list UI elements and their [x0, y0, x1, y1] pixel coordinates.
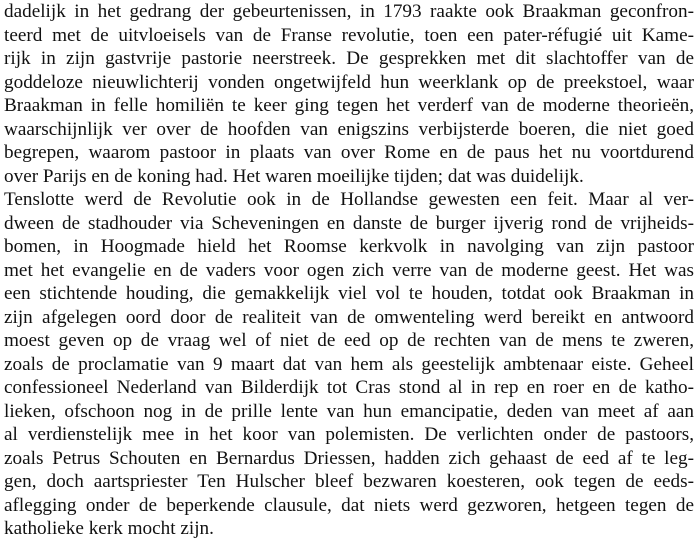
- text-line: dween de stadhouder via Scheveningen en danste de burger ijverig rond de vrijheids-: [4, 212, 694, 234]
- text-line: rijk in zijn gastvrije pastorie neerstreek. De gesprekken met dit slachtoffer van de: [4, 48, 694, 69]
- text-line: zijn afgelegen oord door de realiteit van de omwenteling werd bereikt en antwoord: [4, 306, 694, 328]
- text-line: zoals de proclamatie van 9 maart dat van hem als geestelijk ambtenaar eiste. Geheel: [4, 353, 694, 375]
- text-line: Tenslotte werd de Revolutie ook in de Hollandse gewesten een feit. Maar al ver-: [4, 189, 694, 210]
- text-line: moest geven op de vraag wel of niet de eed op de rechten van de mens te zweren,: [4, 330, 694, 351]
- text-line: Braakman in felle homiliën te keer ging tegen het verderf van de moderne theorieën,: [4, 95, 694, 116]
- text-line: goddeloze nieuwlichterij vonden ongetwijfeld hun weerklank op de preekstoel, waar: [4, 71, 694, 93]
- document-page: [4, 0, 694, 541]
- text-line: dadelijk in het gedrang der gebeurtenissen, in 1793 raakte ook Braakman geconfron-: [4, 1, 694, 22]
- text-line: met het evangelie en de vaders voor ogen zich verre van de moderne geest. Het was: [4, 259, 694, 281]
- text-line: bomen, in Hoogmade hield het Roomse kerkvolk in navolging van zijn pastoor: [4, 236, 694, 257]
- text-line: begrepen, waarom pastoor in plaats van over Rome en de paus het nu voortdurend: [4, 142, 694, 163]
- text-line: zoals Petrus Schouten en Bernardus Driessen, hadden zich gehaast de eed af te leg-: [4, 447, 694, 469]
- text-line: een stichtende houding, die gemakkelijk viel vol te houden, totdat ook Braakman in: [4, 283, 694, 304]
- paragraph-end-line: over Parijs en de koning had. Het waren moeilijke tijden; dat was duidelijk.: [4, 165, 584, 187]
- text-line: confessioneel Nederland van Bilderdijk tot Cras stond al in rep en roer en de katho-: [4, 377, 694, 398]
- text-line: waarschijnlijk ver over de hoofden van enigszins verbijsterde boeren, die niet goed: [4, 118, 694, 140]
- text-line: teerd met de uitvloeisels van de Franse revolutie, toen een pater-réfugié uit Kame-: [4, 24, 694, 46]
- paragraph-end-line: katholieke kerk mocht zijn.: [4, 518, 214, 539]
- text-line: al verdienstelijk mee in het koor van polemisten. De verlichten onder de pastoors,: [4, 424, 694, 445]
- text-line: aflegging onder de beperkende clausule, dat niets werd gezworen, hetgeen tegen de: [4, 494, 694, 516]
- text-line: lieken, ofschoon nog in de prille lente van hun emancipatie, deden van meet af aan: [4, 400, 694, 422]
- text-line: gen, doch aartspriester Ten Hulscher bleef bezwaren koesteren, ook tegen de eeds-: [4, 471, 694, 492]
